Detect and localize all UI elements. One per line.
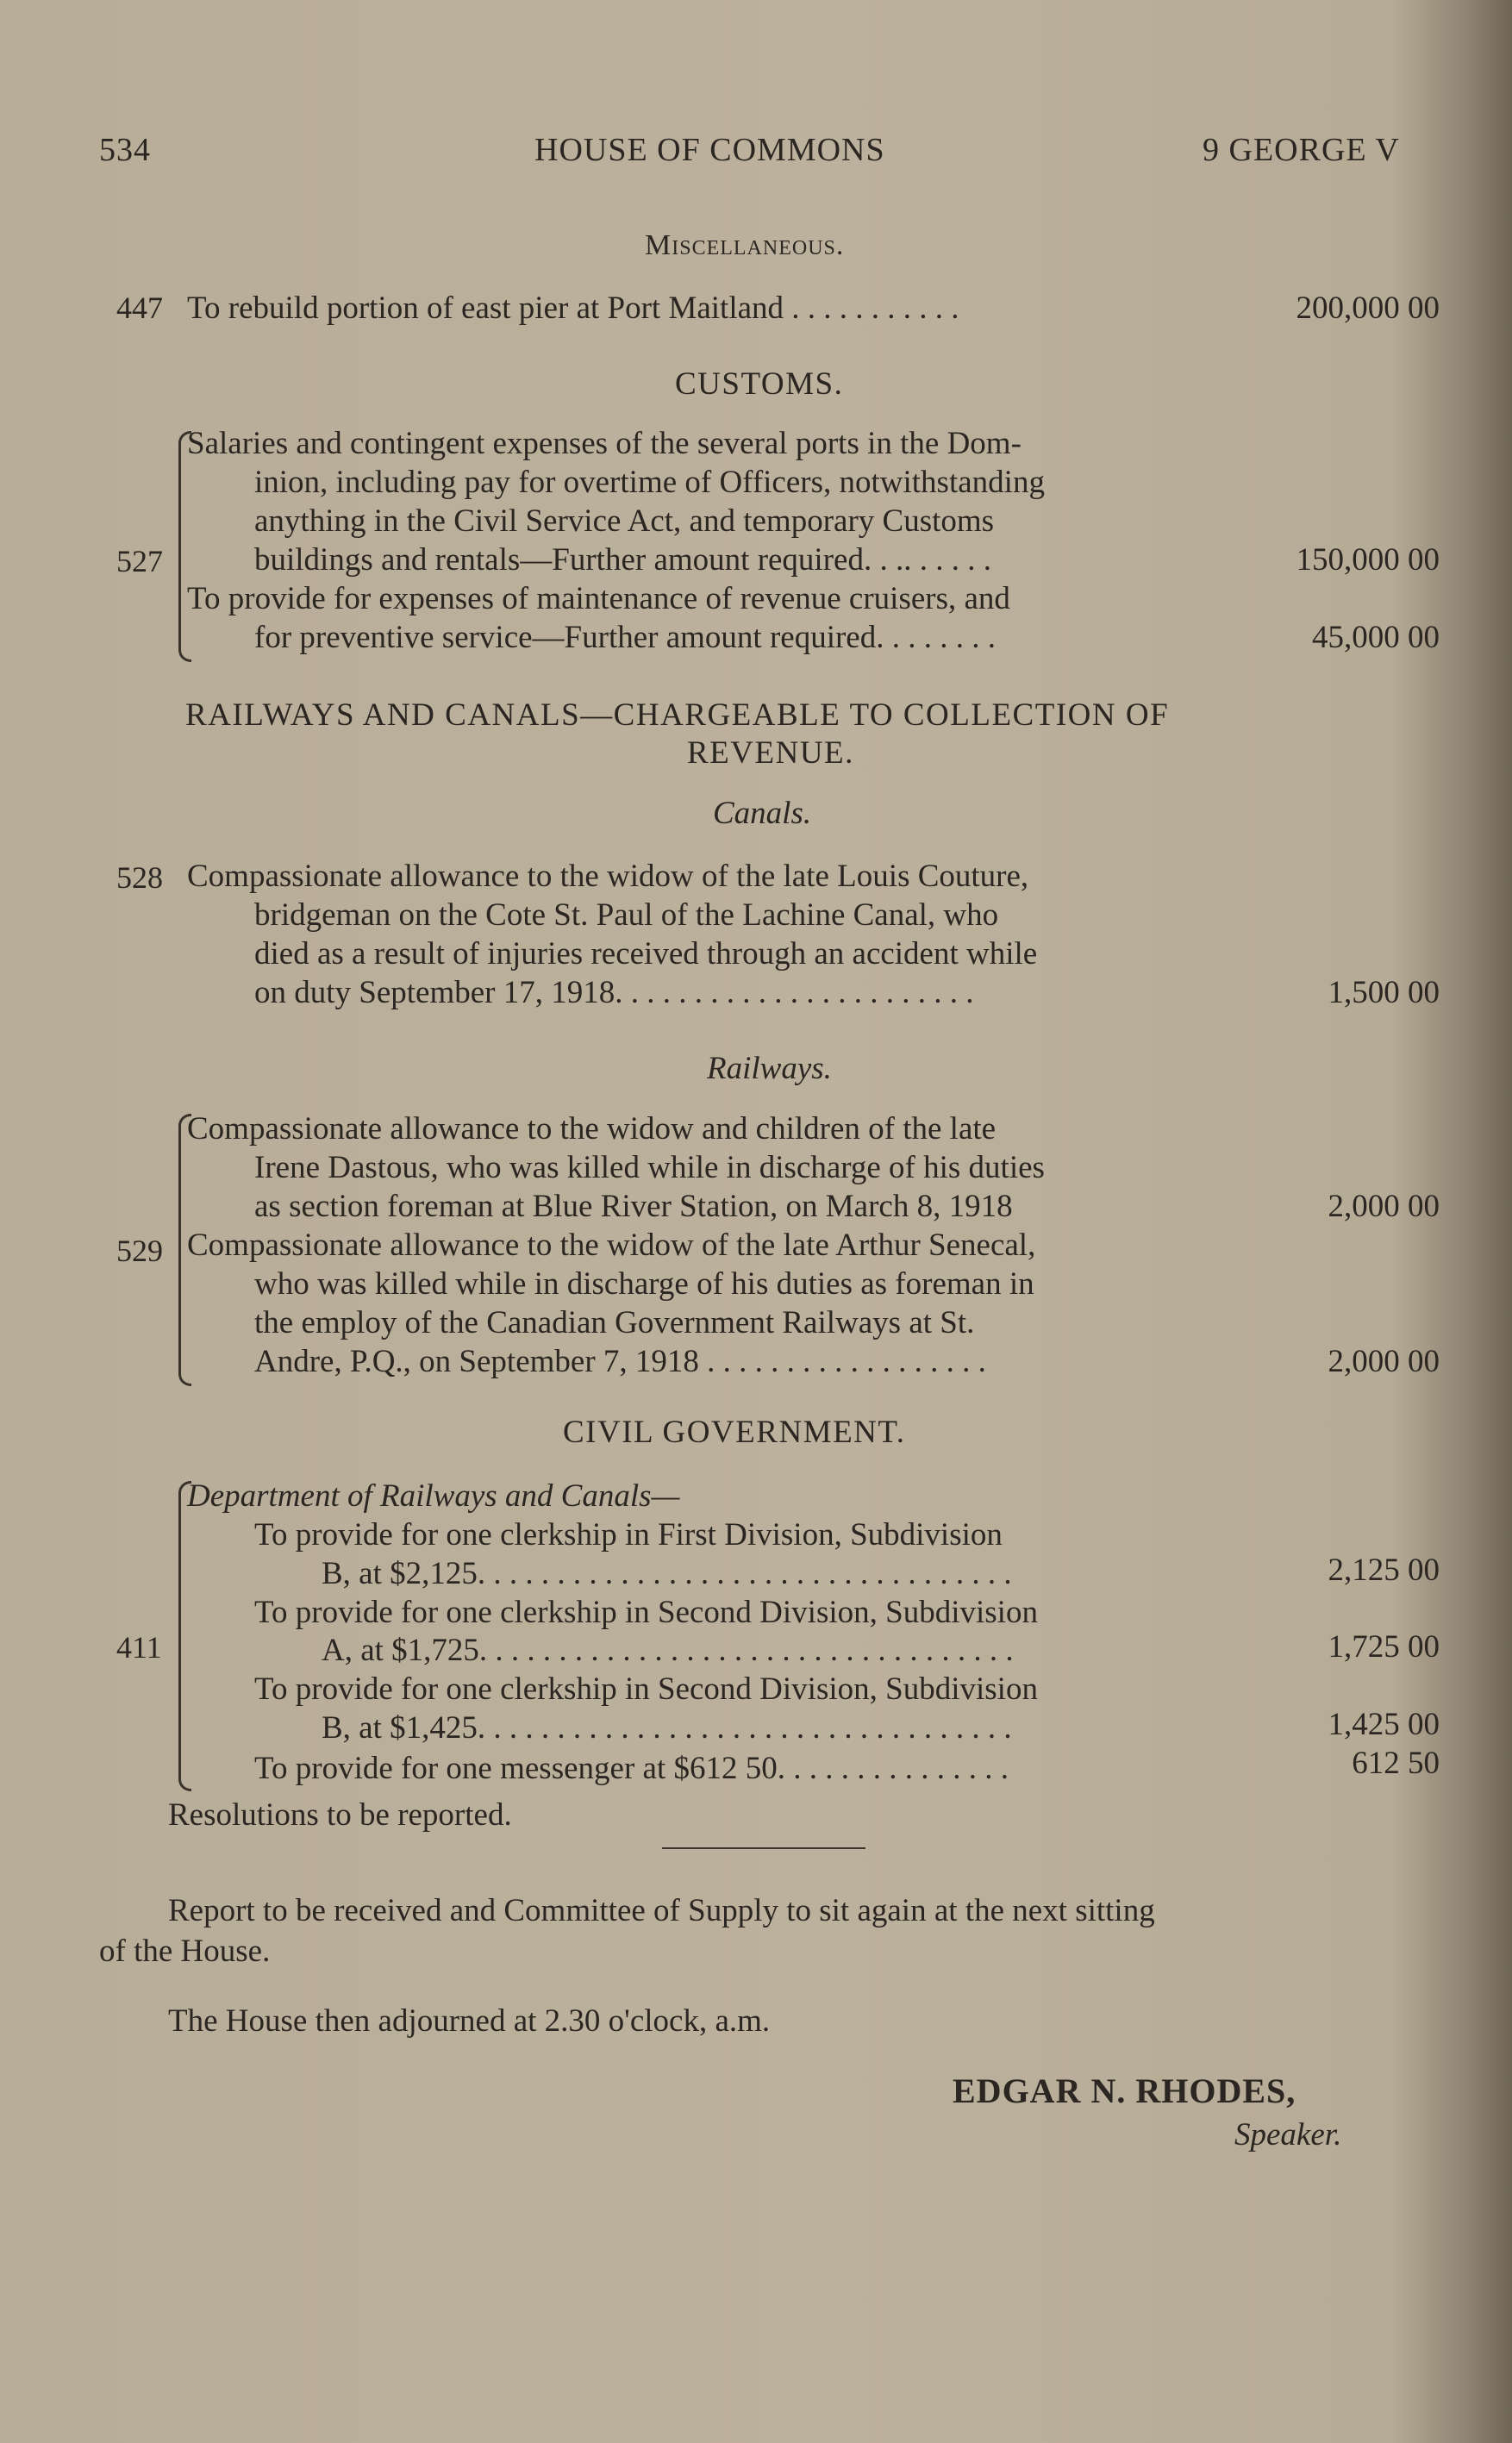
- civil-amount-4: 612 50: [1352, 1746, 1440, 1781]
- item-529-line-4: Compassionate allowance to the widow of the late Arthur Senecal,: [187, 1228, 1036, 1263]
- customs-line-6: for preventive service—Further amount required. . . . . . . .: [254, 620, 996, 655]
- canals-heading: Canals.: [713, 796, 812, 831]
- civil-line-7: B, at $1,425. . . . . . . . . . . . . . . . . . . . . . . . . . . . . . . . . .: [322, 1710, 1012, 1746]
- report-line-2: of the House.: [99, 1934, 271, 1969]
- item-number-528: 528: [116, 860, 163, 895]
- civil-line-8: To provide for one messenger at $612 50. . . . . . . . . . . . . . .: [254, 1751, 1009, 1786]
- civil-line-3: B, at $2,125. . . . . . . . . . . . . . . . . . . . . . . . . . . . . . . . . .: [322, 1556, 1012, 1591]
- item-447-amount: 200,000 00: [1296, 291, 1440, 326]
- signature-title: Speaker.: [1234, 2117, 1342, 2152]
- section-divider: [662, 1847, 865, 1849]
- customs-line-4: buildings and rentals—Further amount required. . .. . . . . .: [254, 542, 991, 578]
- item-528-line-3: died as a result of injuries received through an accident while: [254, 936, 1038, 972]
- customs-amount-2: 45,000 00: [1312, 620, 1440, 655]
- railways-heading-line-1: RAILWAYS AND CANALS—CHARGEABLE TO COLLECTION OF: [185, 697, 1170, 733]
- item-number-411: 411: [116, 1630, 162, 1665]
- customs-brace: [178, 431, 191, 662]
- item-528-amount: 1,500 00: [1328, 975, 1440, 1010]
- signature-name: EDGAR N. RHODES,: [953, 2071, 1296, 2110]
- civil-amount-3: 1,425 00: [1328, 1707, 1440, 1742]
- customs-line-1: Salaries and contingent expenses of the several ports in the Dom-: [187, 426, 1022, 461]
- adjourned-text: The House then adjourned at 2.30 o'clock, a.m.: [168, 2003, 771, 2039]
- item-528-line-2: bridgeman on the Cote St. Paul of the Lachine Canal, who: [254, 897, 999, 933]
- customs-line-2: inion, including pay for overtime of Officers, notwithstanding: [254, 465, 1045, 500]
- railways-subheading: Railways.: [707, 1051, 832, 1086]
- misc-heading: Miscellaneous.: [645, 229, 845, 261]
- item-529-amount-2: 2,000 00: [1328, 1344, 1440, 1379]
- session-label: 9 GEORGE V: [1203, 132, 1400, 168]
- item-529-line-5: who was killed while in discharge of his duties as foreman in: [254, 1266, 1034, 1302]
- item-529-line-6: the employ of the Canadian Government Railways at St.: [254, 1305, 975, 1340]
- civil-heading: CIVIL GOVERNMENT.: [563, 1415, 906, 1450]
- civil-department-line: Department of Railways and Canals—: [187, 1478, 680, 1514]
- civil-line-5: A, at $1,725. . . . . . . . . . . . . . . . . . . . . . . . . . . . . . . . . .: [322, 1633, 1014, 1668]
- item-number-529: 529: [116, 1234, 163, 1268]
- item-529-line-7: Andre, P.Q., on September 7, 1918 . . . . . . . . . . . . . . . . . .: [254, 1344, 986, 1379]
- customs-line-3: anything in the Civil Service Act, and temporary Customs: [254, 503, 995, 539]
- page-title: HOUSE OF COMMONS: [534, 132, 885, 168]
- civil-line-6: To provide for one clerkship in Second Division, Subdivision: [254, 1671, 1038, 1707]
- item-529-amount-1: 2,000 00: [1328, 1189, 1440, 1224]
- item-529-line-3: as section foreman at Blue River Station, on March 8, 1918: [254, 1189, 1013, 1224]
- civil-line-2: To provide for one clerkship in First Division, Subdivision: [254, 1517, 1003, 1553]
- civil-amount-1: 2,125 00: [1328, 1553, 1440, 1588]
- item-528-line-1: Compassionate allowance to the widow of the late Louis Couture,: [187, 859, 1029, 894]
- civil-line-4: To provide for one clerkship in Second Division, Subdivision: [254, 1595, 1038, 1630]
- item-number-447: 447: [116, 291, 163, 325]
- resolutions-text: Resolutions to be reported.: [168, 1797, 512, 1833]
- item-447-text: To rebuild portion of east pier at Port Maitland . . . . . . . . . . .: [187, 291, 959, 326]
- railways-heading-line-2: REVENUE.: [687, 735, 854, 771]
- item-528-line-4: on duty September 17, 1918. . . . . . . . . . . . . . . . . . . . . . .: [254, 975, 974, 1010]
- item-529-line-2: Irene Dastous, who was killed while in discharge of his duties: [254, 1150, 1045, 1185]
- customs-heading: CUSTOMS.: [675, 366, 844, 402]
- report-line-1: Report to be received and Committee of Supply to sit again at the next sitting: [168, 1893, 1155, 1928]
- page-number: 534: [99, 132, 151, 168]
- item-529-line-1: Compassionate allowance to the widow and children of the late: [187, 1111, 997, 1147]
- item-411-brace: [178, 1481, 191, 1791]
- civil-amount-2: 1,725 00: [1328, 1629, 1440, 1665]
- customs-amount-1: 150,000 00: [1296, 542, 1440, 578]
- customs-line-5: To provide for expenses of maintenance of revenue cruisers, and: [187, 581, 1010, 616]
- item-number-527: 527: [116, 544, 163, 578]
